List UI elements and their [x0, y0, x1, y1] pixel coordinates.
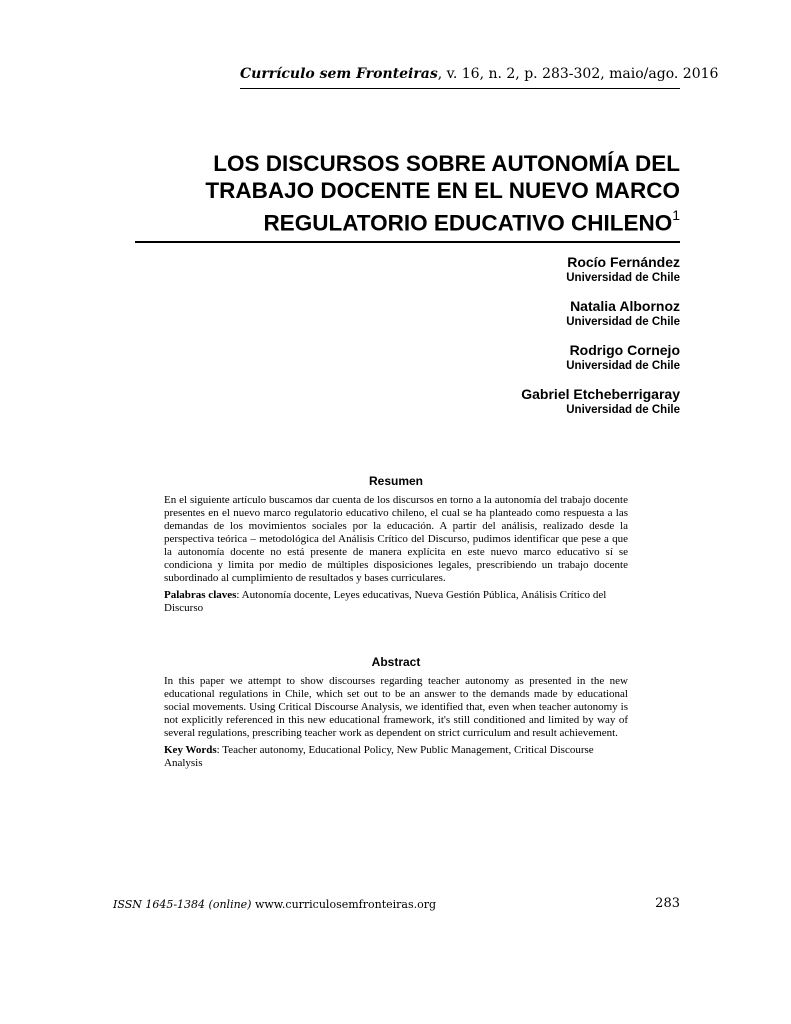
resumen-heading: Resumen	[368, 474, 424, 488]
author-block	[380, 386, 680, 417]
journal-header	[240, 66, 719, 89]
abstract-heading: Abstract	[371, 655, 421, 669]
author-list	[380, 254, 680, 430]
author-affiliation: Universidad de Chile	[566, 360, 680, 372]
author-affiliation: Universidad de Chile	[566, 404, 680, 416]
abstract-keywords	[164, 744, 628, 770]
author-name: Gabriel Etcheberrigaray	[521, 386, 680, 402]
journal-citation: , v. 16, n. 2, p. 283-302, maio/ago. 2016	[437, 66, 719, 82]
author-name: Natalia Albornoz	[570, 298, 680, 314]
title-line-1: LOS DISCURSOS SOBRE AUTONOMÍA DEL	[213, 151, 680, 176]
footer-issn-line	[113, 898, 436, 911]
title-line-2: TRABAJO DOCENTE EN EL NUEVO MARCO	[205, 178, 680, 203]
abstract-keywords-label: Key Words	[164, 744, 217, 756]
resumen-section	[164, 474, 628, 615]
author-block	[380, 298, 680, 329]
author-block	[380, 254, 680, 285]
title-line-3-text: REGULATORIO EDUCATIVO CHILENO	[263, 210, 673, 236]
title-line-3	[150, 204, 680, 237]
resumen-text: En el siguiente artículo buscamos dar cuenta de los discursos en torno a la autonomía del trabajo docente presentes en el nuevo marco regulatorio educativo chileno, el cual se ha planteado como respuesta a las demandas de los movimientos sociales por la educación. A partir del análisis, realizado desde la perspectiva teórica – metodológica del Análisis Crítico del Discurso, pudimos identificar que pese a que la autonomía docente no está presente de manera explícita en este nuevo marco educativo sí se condiciona y limita por medio de múltiples disposiciones legales, prescribiendo un trabajo docente subordinado al cumplimiento de resultados y bases curriculares.	[164, 494, 628, 584]
page-number: 283	[655, 896, 680, 911]
footnote-mark[interactable]: 1	[672, 207, 680, 223]
abstract-keywords-text: : Teacher autonomy, Educational Policy, New Public Management, Critical Discourse Analysis	[164, 744, 594, 769]
resumen-keywords-text: : Autonomía docente, Leyes educativas, Nueva Gestión Pública, Análisis Crítico del Discurso	[164, 589, 607, 614]
author-block	[380, 342, 680, 373]
resumen-keywords-label: Palabras claves	[164, 589, 237, 601]
author-name: Rodrigo Cornejo	[569, 342, 680, 358]
article-title	[150, 150, 680, 237]
abstract-text: In this paper we attempt to show discourses regarding teacher autonomy as presented in the new educational regulations in Chile, which set out to be an answer to the demands made by educational social movements. Using Critical Discourse Analysis, we identified that, even when teacher autonomy is not explicitly referenced in this new educational framework, it's still conditioned and limited by way of several regulations, prescribing teacher work as dependent on strict curriculum and result achievement.	[164, 675, 628, 739]
title-rule	[135, 241, 680, 243]
footer-issn: ISSN 1645-1384 (online)	[113, 898, 252, 911]
author-affiliation: Universidad de Chile	[566, 316, 680, 328]
abstract-section	[164, 655, 628, 770]
resumen-keywords	[164, 589, 628, 615]
author-affiliation: Universidad de Chile	[566, 272, 680, 284]
author-name: Rocío Fernández	[567, 254, 680, 270]
journal-name: Currículo sem Fronteiras	[240, 66, 438, 82]
footer-url[interactable]: www.curriculosemfronteiras.org	[251, 898, 437, 911]
